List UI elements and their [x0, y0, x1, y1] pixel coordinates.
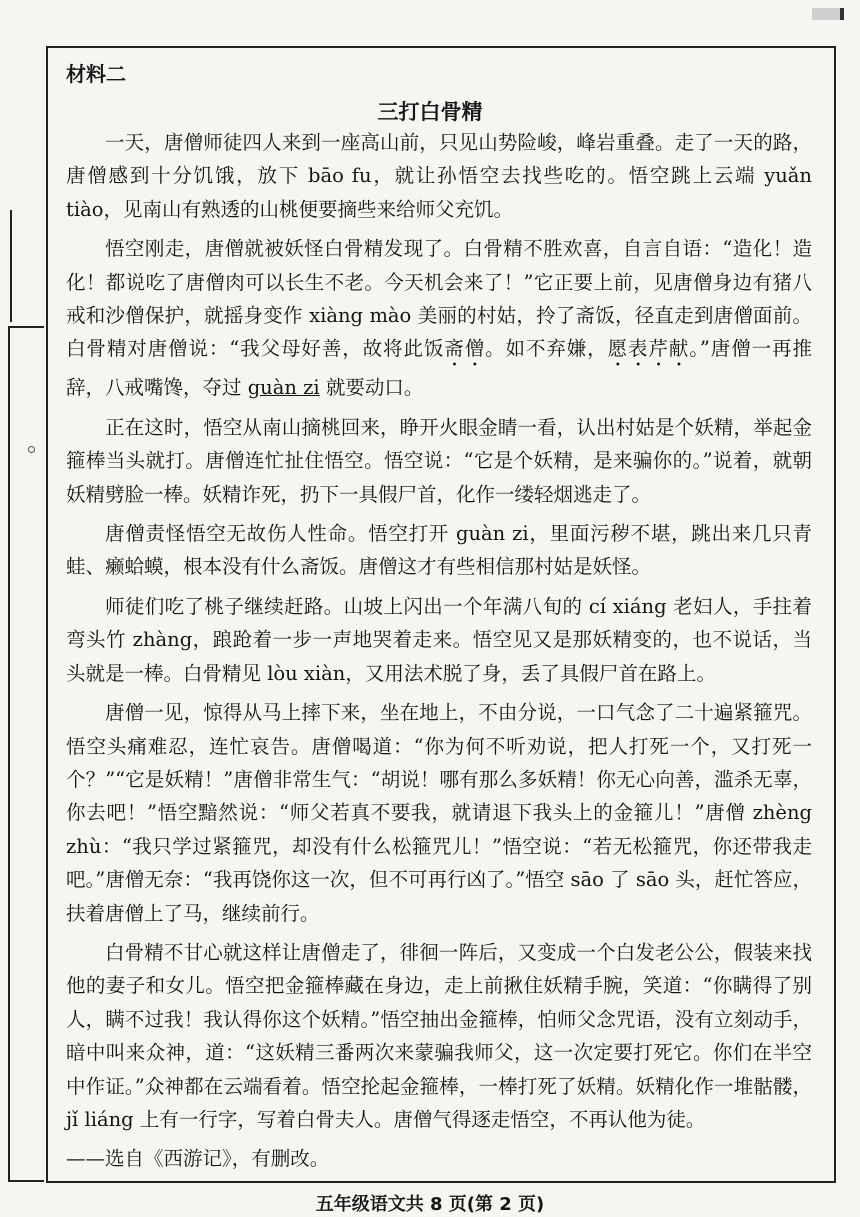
- paragraph-4: 唐僧责怪悟空无故伤人性命。悟空打开 guàn zi，里面污秽不堪，跳出来几只青蛙、癞蛤蟆，根本没有什么斋饭。唐僧这才有些相信那村姑是妖怪。: [66, 522, 812, 579]
- paragraph-2-text-b: 。如不弃嫌，: [485, 337, 608, 361]
- margin-line-left-upper: [10, 210, 12, 322]
- paragraph-2-text-c: 。”唐僧一再推辞，八戒嘴馋，夺过: [66, 337, 812, 400]
- dotted-phrase-qinxian: 愿表芹献: [607, 337, 690, 361]
- dotted-word-zhaiseng: 斋僧: [444, 337, 486, 361]
- margin-line-left-top-tick: [8, 326, 44, 328]
- section-label: 材料二: [66, 62, 126, 86]
- margin-line-left-lower: [8, 326, 10, 1182]
- margin-line-left-bottom-tick: [8, 1180, 44, 1182]
- paragraph-1: 一天，唐僧师徒四人来到一座高山前，只见山势险峻，峰岩重叠。走了一天的路，唐僧感到十分饥饿，放下 bāo fu，就让孙悟空去找些吃的。悟空跳上云端 yuǎn tiào，见南山有熟透的山桃便要摘些来给师父充饥。: [66, 131, 812, 221]
- paragraph-2: [66, 232, 812, 405]
- passage-title: 三打白骨精: [377, 100, 483, 124]
- scan-corner-mark: [812, 8, 844, 20]
- paragraph-2-text-d: 就要动口。: [319, 376, 424, 400]
- paragraph-6: 唐僧一见，惊得从马上摔下来，坐在地上，不由分说，一口气念了二十遍紧箍咒。悟空头痛难忍，连忙哀告。唐僧喝道：“你为何不听劝说，把人打死一个，又打死一个？”“它是妖精！”唐僧非常生气：“胡说！哪有那么多妖精！你无心向善，滥杀无辜，你去吧！”悟空黯然说：“师父若真不要我，就请退下我头上的金箍儿！”唐僧 zhèng zhù：“我只学过紧箍咒，却没有什么松箍咒儿！”悟空说：“若无松箍咒，你还带我走吧。”唐僧无奈：“我再饶你这一次，但不可再行凶了。”悟空 sāo 了 sāo 头，赶忙答应，扶着唐僧上了马，继续前行。: [66, 701, 812, 925]
- passage-body: [66, 126, 812, 1176]
- source-note: ——选自《西游记》，有删改。: [66, 1147, 330, 1171]
- paragraph-5: 师徒们吃了桃子继续赶路。山坡上闪出一个年满八旬的 cí xiáng 老妇人，手拄着弯头竹 zhàng，踉跄着一步一声地哭着走来。悟空见又是那妖精变的，也不说话，当头就是一棒。白骨精见 lòu xiàn，又用法术脱了身，丢了具假尸首在路上。: [66, 594, 812, 685]
- underlined-pinyin-guanzi: guàn zi: [247, 376, 320, 400]
- page-footer: 五年级语文共 8 页(第 2 页): [315, 1194, 545, 1215]
- paragraph-7: 白骨精不甘心就这样让唐僧走了，徘徊一阵后，又变成一个白发老公公，假装来找他的妻子和女儿。悟空把金箍棒藏在身边，走上前揪住妖精手腕，笑道：“你瞒得了别人，瞒不过我！我认得你这个妖精。”悟空抽出金箍棒，怕师父念咒语，没有立刻动手，暗中叫来众神，道：“这妖精三番两次来蒙骗我师父，这一次定要打死它。你们在半空中作证。”众神都在云端看着。悟空抡起金箍棒，一棒打死了妖精。妖精化作一堆骷髅，jǐ liáng 上有一行字，写着白骨夫人。唐僧气得逐走悟空，不再认他为徒。: [66, 940, 812, 1131]
- paragraph-2-text-a: 悟空刚走，唐僧就被妖怪白骨精发现了。白骨精不胜欢喜，自言自语：“造化！造化！都说吃了唐僧肉可以长生不老。今天机会来了！”它正要上前，见唐僧身边有猪八戒和沙僧保护，就摇身变作 xiàng mào 美丽的村姑，拎了斋饭，径直走到唐僧面前。白骨精对唐僧说：“我父母好善，故将此饭: [66, 237, 812, 361]
- paragraph-3: 正在这时，悟空从南山摘桃回来，睁开火眼金睛一看，认出村姑是个妖精，举起金箍棒当头就打。唐僧连忙扯住悟空。悟空说：“它是个妖精，是来骗你的。”说着，就朝妖精劈脸一棒。妖精诈死，扔下一具假尸首，化作一缕轻烟逃走了。: [66, 415, 812, 506]
- binding-hole-mark: [28, 446, 35, 453]
